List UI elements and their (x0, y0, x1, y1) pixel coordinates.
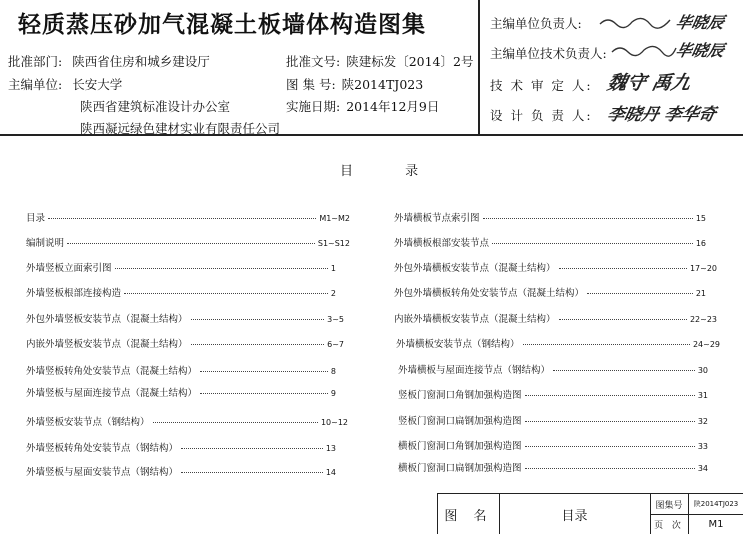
chief-tech-head-signature: 毕晓辰 (673, 41, 726, 60)
chief-unit-label: 主编单位: (8, 77, 63, 92)
toc-entry: 外墙横板与屋面连接节点（钢结构） 30 (398, 365, 708, 376)
toc-entry: 外墙竖板转角处安装节点（混凝土结构） 8 (26, 366, 336, 377)
effective-date (286, 97, 439, 115)
toc-entry: 外墙竖板与屋面连接节点（混凝土结构） 9 (26, 388, 336, 399)
effective-date-label: 实施日期: (286, 99, 341, 114)
atlas-title: 轻质蒸压砂加气混凝土板墙体构造图集 (18, 12, 426, 38)
toc-entry: 外墙横板安装节点（钢结构） 24~29 (396, 339, 720, 350)
toc-entry: 竖板门窗洞口角钢加强构造图 31 (398, 390, 708, 401)
chief-unit-value: 长安大学 (72, 77, 123, 92)
toc-entry: 外墙竖板转角处安装节点（钢结构） 13 (26, 443, 336, 454)
tech-approver-label: 技 术 审 定 人: (490, 78, 593, 93)
approving-dept (8, 52, 210, 70)
toc-entry: 横板门窗洞口扁钢加强构造图 34 (398, 463, 708, 474)
toc-entry: 目录 M1~M2 (26, 213, 350, 224)
approval-no-value: 陕建标发〔2014〕2号 (346, 54, 474, 69)
toc-entry: 外包外墙横板转角处安装节点（混凝土结构） 21 (394, 288, 706, 299)
chief-unit-head-signature: 毕晓辰 (673, 13, 726, 32)
toc-entry: 外墙横板根部安装节点 16 (394, 238, 706, 249)
toc-entry: 外包外墙竖板安装节点（混凝土结构） 3~5 (26, 314, 344, 325)
atlas-no-value: 陕2014TJ023 (341, 77, 424, 92)
approval-no (286, 52, 473, 70)
toc-entry: 外包外墙横板安装节点（混凝土结构） 17~20 (394, 263, 717, 274)
signature-panel (478, 0, 743, 136)
co-unit-2: 陕西凝远绿色建材实业有限责任公司 (80, 121, 281, 136)
toc-entry: 内嵌外墙竖板安装节点（混凝土结构） 6~7 (26, 339, 344, 350)
approval-no-label: 批准文号: (286, 54, 341, 69)
toc-entry: 外墙横板节点索引图 15 (394, 213, 706, 224)
table-of-contents (0, 138, 743, 534)
toc-entry: 外墙竖板与屋面安装节点（钢结构） 14 (26, 467, 336, 478)
effective-date-value: 2014年12月9日 (346, 99, 440, 114)
chief-unit (8, 75, 122, 93)
page-number: M1 (708, 519, 724, 530)
atlas-no (286, 75, 423, 93)
figure-name-label: 图 名 (444, 509, 493, 524)
atlas-no-label: 图集号 (655, 500, 683, 511)
page-label: 页 次 (654, 521, 684, 531)
atlas-no: 陕2014TJ023 (693, 500, 739, 508)
title-block (437, 493, 743, 534)
toc-entry: 外墙竖板根部连接构造 2 (26, 288, 336, 299)
toc-entry: 横板门窗洞口角钢加强构造图 33 (398, 441, 708, 452)
toc-entry: 竖板门窗洞口扁钢加强构造图 32 (398, 416, 708, 427)
toc-title: 目 录 (340, 164, 443, 179)
approving-dept-value: 陕西省住房和城乡建设厅 (72, 54, 210, 69)
toc-entry: 外墙竖板立面索引图 1 (26, 263, 336, 274)
figure-name: 目录 (561, 509, 588, 524)
signature-scribble (598, 12, 678, 32)
toc-entry: 外墙竖板安装节点（钢结构） 10~12 (26, 417, 348, 428)
atlas-no-label: 图 集 号: (286, 77, 336, 92)
toc-entry: 编制说明 S1~S12 (26, 238, 350, 249)
tech-approver-signature: 魏守 禹九 (605, 72, 693, 94)
chief-tech-head-label: 主编单位技术负责人: (490, 46, 607, 61)
designer-label: 设 计 负 责 人: (490, 108, 593, 123)
designer-signature: 李晓丹 李华奇 (605, 105, 718, 125)
chief-unit-head-label: 主编单位负责人: (490, 16, 582, 31)
co-unit-1: 陕西省建筑标准设计办公室 (80, 99, 231, 114)
toc-entry: 内嵌外墙横板安装节点（混凝土结构） 22~23 (394, 314, 717, 325)
header (0, 0, 743, 136)
signature-scribble (610, 40, 680, 60)
header-info (0, 0, 478, 136)
approving-dept-label: 批准部门: (8, 54, 63, 69)
